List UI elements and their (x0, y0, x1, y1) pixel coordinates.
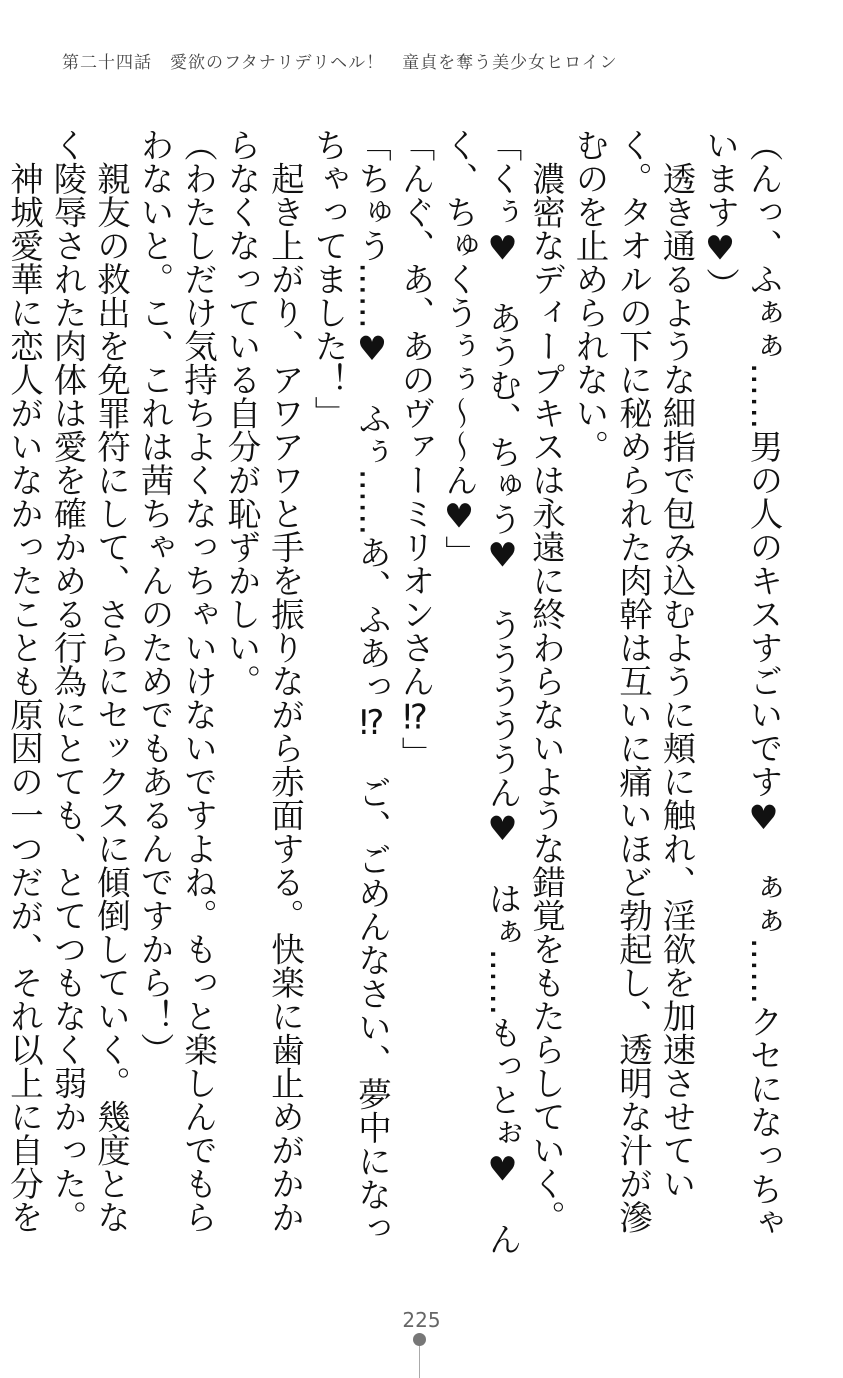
paragraph-2: 透き通るような細指で包み込むように頬に触れ、淫欲を加速させていく。タオルの下に秘められた肉幹は互いに痛いほど勃起し、透明な汁が滲むのを止められない。 (570, 128, 696, 1234)
paragraph-1: （んっ、ふぁぁ……男の人のキスすごいです♥ ぁぁ……クセになっちゃいます♥） (700, 128, 783, 1239)
vertical-body-text (4, 128, 785, 1258)
paragraph-10: 神城愛華に恋人がいなかったことも原因の一つだが、それ以上に自分を (4, 161, 44, 1234)
page-marker-dot-icon (413, 1333, 426, 1346)
paragraph-4: 「くぅ♥ あうむ、ちゅう♥ うううううん♥ はぁ……もっとぉ♥ んく、ちゅくうぅぅ〜〜ん♥」 (439, 128, 522, 1256)
paragraph-6: 「ちゅう……♥ ふぅ……あ、ふあっ⁉ ご、ごめんなさい、夢中になっちゃってました！」 (309, 128, 392, 1245)
paragraph-5: 「んぐ、あ、あのヴァーミリオンさん⁉」 (396, 128, 435, 770)
page-marker-line (419, 1346, 420, 1378)
paragraph-9: 親友の救出を免罪符にして、さらにセックスに傾倒していく。幾度となく陵辱された肉体は愛を確かめる行為にとても、とてつもなく弱かった。 (48, 128, 131, 1234)
page-number: 225 (402, 1308, 441, 1332)
running-title: 第二十四話 愛欲のフタナリデリヘル！ 童貞を奪う美少女ヒロイン (62, 53, 618, 73)
paragraph-3: 濃密なディープキスは永遠に終わらないような錯覚をもたらしていく。 (526, 128, 566, 1234)
paragraph-7: 起き上がり、アワアワと手を振りながら赤面する。快楽に歯止めがかからなくなっている自分が恥ずかしい。 (222, 128, 305, 1234)
paragraph-8: （わたしだけ気持ちよくなっちゃいけないですよね。もっと楽しんでもらわないと。こ、これは茜ちゃんのためでもあるんですから！） (135, 128, 218, 1234)
